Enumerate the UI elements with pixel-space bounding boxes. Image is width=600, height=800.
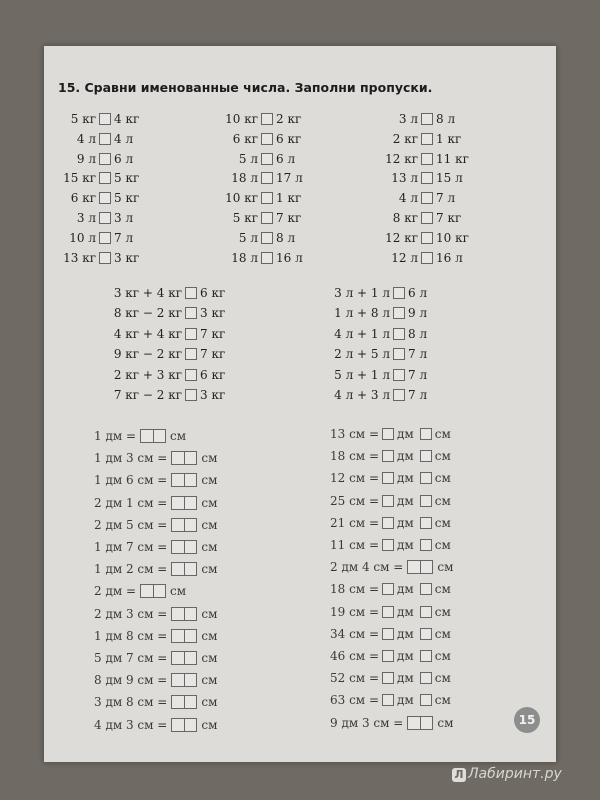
compare-right-value: 7 кг: [436, 211, 462, 225]
compare-sign-box[interactable]: [393, 287, 405, 299]
sum-expression: 4 л + 3 л: [334, 388, 390, 402]
compare-sign-box[interactable]: [99, 133, 111, 145]
sum-result: 8 л: [408, 326, 428, 341]
conversion-expression: 11 см =: [330, 538, 380, 552]
conversion-row: [330, 580, 451, 598]
conversion-row: [94, 427, 186, 445]
sum-result: 7 л: [408, 347, 428, 362]
sum-result: 9 л: [408, 306, 428, 321]
answer-box[interactable]: [420, 517, 432, 529]
unit-label: см: [201, 695, 218, 710]
compare-row: [214, 169, 303, 187]
compare-right-value: 6 кг: [276, 131, 302, 146]
compare-sign-box[interactable]: [99, 172, 111, 184]
compare-left-value: 6 кг: [70, 191, 96, 206]
compare-sign-box[interactable]: [185, 287, 197, 299]
answer-box[interactable]: [382, 472, 394, 484]
unit-label: см: [434, 493, 451, 508]
sum-expression: 2 кг + 3 кг: [113, 367, 182, 382]
conversion-row: [94, 471, 217, 489]
conversion-row: [94, 494, 217, 512]
conversion-expression: 5 дм 7 см =: [94, 651, 168, 665]
compare-left-value: 12 л: [391, 250, 418, 265]
answer-box[interactable]: [420, 539, 432, 551]
compare-sign-box[interactable]: [261, 232, 273, 244]
answer-box[interactable]: [171, 651, 197, 665]
compare-right-value: 16 л: [436, 250, 463, 265]
conversion-expression: 52 см =: [330, 671, 380, 686]
sum-expression: 1 л + 8 л: [334, 306, 390, 321]
compare-right-value: 16 л: [276, 250, 303, 265]
unit-label: дм: [397, 582, 414, 597]
unit-label: дм: [397, 626, 414, 641]
unit-label: см: [434, 626, 451, 641]
compare-row: [374, 150, 469, 168]
conversion-expression: 46 см =: [330, 649, 380, 663]
sum-row: [92, 325, 225, 343]
compare-sign-box[interactable]: [261, 133, 273, 145]
sum-row: [324, 345, 427, 363]
compare-sign-box[interactable]: [99, 252, 111, 264]
compare-row: [214, 209, 301, 227]
sum-row: [324, 304, 427, 322]
sum-row: [92, 366, 225, 384]
conversion-expression: 12 см =: [330, 471, 380, 486]
conversion-row: [94, 538, 217, 556]
compare-sign-box[interactable]: [393, 307, 405, 319]
sum-result: 6 кг: [200, 367, 226, 382]
compare-row: [214, 229, 295, 247]
conversion-expression: 1 дм 7 см =: [94, 540, 168, 554]
compare-sign-box[interactable]: [421, 172, 433, 184]
answer-box[interactable]: [420, 583, 432, 595]
unit-label: дм: [397, 449, 414, 464]
compare-sign-box[interactable]: [261, 212, 273, 224]
unit-label: дм: [397, 671, 414, 686]
compare-right-value: 1 кг: [436, 131, 462, 146]
unit-label: см: [201, 517, 218, 532]
compare-right-value: 17 л: [276, 171, 303, 186]
compare-row: [52, 249, 139, 267]
compare-row: [374, 130, 461, 148]
conversion-expression: 18 см =: [330, 449, 380, 464]
answer-box[interactable]: [420, 495, 432, 507]
compare-sign-box[interactable]: [421, 212, 433, 224]
unit-label: см: [434, 671, 451, 686]
unit-label: дм: [397, 427, 414, 441]
conversion-expression: 19 см =: [330, 604, 380, 619]
unit-label: см: [201, 606, 218, 621]
compare-left-value: 10 л: [69, 230, 96, 245]
unit-label: см: [201, 540, 218, 554]
compare-left-value: 4 л: [76, 131, 96, 146]
sum-row: [92, 304, 225, 322]
compare-right-value: 2 кг: [276, 112, 302, 126]
sum-expression: 3 кг + 4 кг: [113, 286, 182, 300]
workbook-page: [44, 46, 556, 762]
answer-box[interactable]: [171, 451, 197, 465]
compare-row: [214, 150, 295, 168]
compare-row: [374, 209, 461, 227]
answer-box[interactable]: [140, 429, 166, 443]
sum-result: 7 кг: [200, 347, 226, 362]
page-number: 15: [514, 707, 540, 733]
answer-box[interactable]: [420, 672, 432, 684]
conversion-row: [330, 714, 453, 732]
answer-box[interactable]: [382, 583, 394, 595]
conversion-expression: 18 см =: [330, 582, 380, 597]
compare-sign-box[interactable]: [99, 192, 111, 204]
sum-expression: 2 л + 5 л: [334, 347, 390, 362]
answer-box[interactable]: [420, 450, 432, 462]
unit-label: дм: [397, 515, 414, 530]
compare-left-value: 13 кг: [63, 250, 96, 265]
compare-left-value: 5 кг: [70, 112, 96, 126]
answer-box[interactable]: [382, 428, 394, 440]
compare-row: [52, 169, 139, 187]
compare-left-value: 5 кг: [232, 211, 258, 225]
compare-sign-box[interactable]: [393, 369, 405, 381]
unit-label: дм: [397, 538, 414, 552]
compare-left-value: 18 л: [231, 250, 258, 265]
conversion-expression: 63 см =: [330, 693, 380, 708]
conversion-row: [94, 649, 217, 667]
compare-row: [374, 249, 463, 267]
sum-expression: 5 л + 1 л: [334, 367, 390, 382]
answer-box[interactable]: [171, 607, 197, 621]
compare-sign-box[interactable]: [185, 348, 197, 360]
answer-box[interactable]: [382, 628, 394, 640]
compare-left-value: 4 л: [398, 191, 418, 206]
compare-sign-box[interactable]: [99, 153, 111, 165]
compare-sign-box[interactable]: [393, 328, 405, 340]
answer-box[interactable]: [171, 562, 197, 576]
conversion-expression: 1 дм 6 см =: [94, 473, 168, 488]
conversion-row: [330, 603, 451, 621]
compare-sign-box[interactable]: [261, 153, 273, 165]
unit-label: см: [434, 649, 451, 663]
compare-right-value: 3 л: [114, 211, 134, 225]
compare-row: [374, 110, 455, 128]
answer-box[interactable]: [382, 450, 394, 462]
compare-row: [374, 229, 469, 247]
compare-sign-box[interactable]: [421, 153, 433, 165]
conversion-expression: 2 дм 3 см =: [94, 606, 168, 621]
conversion-expression: 9 дм 3 см =: [330, 715, 404, 730]
compare-left-value: 9 л: [76, 151, 96, 166]
answer-box[interactable]: [420, 694, 432, 706]
answer-box[interactable]: [420, 650, 432, 662]
compare-right-value: 15 л: [436, 171, 463, 186]
answer-box[interactable]: [407, 716, 433, 730]
conversion-expression: 2 дм 1 см =: [94, 495, 168, 510]
conversion-expression: 1 дм 2 см =: [94, 562, 168, 577]
answer-box[interactable]: [382, 650, 394, 662]
unit-label: см: [434, 582, 451, 597]
compare-row: [52, 189, 139, 207]
answer-box[interactable]: [171, 718, 197, 732]
compare-right-value: 7 л: [436, 191, 456, 206]
compare-right-value: 6 л: [114, 151, 134, 166]
sum-row: [92, 386, 225, 404]
conversion-expression: 4 дм 3 см =: [94, 717, 168, 732]
conversion-row: [94, 627, 217, 645]
conversion-expression: 2 дм =: [94, 584, 137, 599]
conversion-row: [330, 492, 451, 510]
answer-box[interactable]: [171, 629, 197, 643]
conversion-expression: 2 дм 4 см =: [330, 560, 404, 575]
answer-box[interactable]: [171, 473, 197, 487]
unit-label: см: [434, 471, 451, 486]
unit-label: см: [170, 429, 187, 443]
unit-label: см: [201, 673, 218, 688]
compare-sign-box[interactable]: [99, 232, 111, 244]
conversion-row: [330, 558, 453, 576]
conversion-row: [330, 647, 451, 665]
answer-box[interactable]: [140, 584, 166, 598]
answer-box[interactable]: [382, 694, 394, 706]
conversion-row: [94, 693, 217, 711]
sum-row: [324, 386, 427, 404]
conversion-expression: 34 см =: [330, 626, 380, 641]
unit-label: дм: [397, 693, 414, 708]
watermark-text: Лабиринт.ру: [468, 766, 562, 782]
compare-row: [52, 209, 133, 227]
unit-label: см: [434, 427, 451, 441]
compare-sign-box[interactable]: [421, 133, 433, 145]
answer-box[interactable]: [171, 673, 197, 687]
compare-row: [52, 229, 133, 247]
unit-label: дм: [397, 493, 414, 508]
sum-expression: 7 кг − 2 кг: [113, 388, 182, 402]
compare-sign-box[interactable]: [99, 113, 111, 125]
sum-expression: 3 л + 1 л: [334, 286, 390, 300]
compare-right-value: 4 кг: [114, 112, 140, 126]
compare-right-value: 7 л: [114, 230, 134, 245]
compare-right-value: 7 кг: [276, 211, 302, 225]
sum-result: 7 кг: [200, 326, 226, 341]
answer-box[interactable]: [407, 560, 433, 574]
sum-result: 6 л: [408, 286, 428, 300]
sum-result: 6 кг: [200, 286, 226, 300]
conversion-expression: 3 дм 8 см =: [94, 695, 168, 710]
conversion-row: [94, 671, 217, 689]
compare-row: [214, 189, 301, 207]
compare-right-value: 5 кг: [114, 191, 140, 206]
compare-row: [52, 150, 133, 168]
watermark: [452, 766, 562, 782]
compare-left-value: 10 кг: [225, 112, 258, 126]
answer-box[interactable]: [382, 672, 394, 684]
conversion-row: [94, 516, 217, 534]
conversion-row: [94, 716, 217, 734]
compare-right-value: 8 л: [436, 112, 456, 126]
compare-sign-box[interactable]: [261, 172, 273, 184]
compare-left-value: 2 кг: [392, 131, 418, 146]
sum-row: [92, 345, 225, 363]
conversion-expression: 2 дм 5 см =: [94, 517, 168, 532]
compare-left-value: 3 л: [76, 211, 96, 225]
conversion-row: [94, 560, 217, 578]
compare-sign-box[interactable]: [393, 389, 405, 401]
conversion-row: [330, 536, 451, 554]
compare-sign-box[interactable]: [185, 369, 197, 381]
answer-box[interactable]: [420, 628, 432, 640]
conversion-expression: 1 дм =: [94, 429, 137, 443]
compare-right-value: 1 кг: [276, 191, 302, 206]
compare-left-value: 15 кг: [63, 171, 96, 186]
compare-sign-box[interactable]: [393, 348, 405, 360]
answer-box[interactable]: [382, 539, 394, 551]
compare-right-value: 6 л: [276, 151, 296, 166]
labirint-logo-icon: Л: [452, 768, 466, 782]
unit-label: см: [437, 715, 454, 730]
unit-label: см: [434, 449, 451, 464]
answer-box[interactable]: [382, 606, 394, 618]
answer-box[interactable]: [420, 428, 432, 440]
unit-label: см: [434, 538, 451, 552]
compare-right-value: 5 кг: [114, 171, 140, 186]
compare-row: [214, 249, 303, 267]
conversion-row: [330, 669, 451, 687]
sum-row: [324, 325, 427, 343]
conversion-row: [94, 582, 186, 600]
unit-label: см: [201, 495, 218, 510]
unit-label: дм: [397, 649, 414, 663]
unit-label: см: [434, 604, 451, 619]
task-title: 15. Сравни именованные числа. Заполни пропуски.: [58, 80, 433, 95]
sum-row: [324, 284, 427, 302]
compare-left-value: 12 кг: [385, 230, 418, 245]
compare-left-value: 5 л: [238, 151, 258, 166]
compare-right-value: 8 л: [276, 230, 296, 245]
sum-result: 7 л: [408, 367, 428, 382]
compare-left-value: 8 кг: [392, 211, 418, 225]
compare-row: [374, 189, 455, 207]
compare-left-value: 12 кг: [385, 151, 418, 166]
unit-label: см: [434, 515, 451, 530]
compare-sign-box[interactable]: [261, 192, 273, 204]
compare-right-value: 10 кг: [436, 230, 469, 245]
compare-right-value: 3 кг: [114, 250, 140, 265]
compare-row: [214, 130, 301, 148]
conversion-row: [330, 447, 451, 465]
conversion-row: [330, 691, 451, 709]
unit-label: см: [434, 693, 451, 708]
answer-box[interactable]: [420, 606, 432, 618]
compare-row: [214, 110, 301, 128]
compare-sign-box[interactable]: [185, 328, 197, 340]
answer-box[interactable]: [171, 540, 197, 554]
conversion-row: [94, 605, 217, 623]
conversion-expression: 13 см =: [330, 427, 380, 441]
unit-label: см: [201, 717, 218, 732]
compare-sign-box[interactable]: [185, 307, 197, 319]
conversion-expression: 8 дм 9 см =: [94, 673, 168, 688]
compare-row: [52, 130, 133, 148]
sum-result: 3 кг: [200, 306, 226, 321]
compare-left-value: 10 кг: [225, 191, 258, 206]
sum-result: 7 л: [408, 388, 428, 402]
conversion-row: [330, 514, 451, 532]
compare-sign-box[interactable]: [421, 192, 433, 204]
unit-label: дм: [397, 471, 414, 486]
compare-left-value: 18 л: [231, 171, 258, 186]
conversion-row: [330, 469, 451, 487]
conversion-row: [330, 625, 451, 643]
conversion-expression: 1 дм 8 см =: [94, 628, 168, 643]
unit-label: см: [201, 651, 218, 665]
unit-label: см: [201, 628, 218, 643]
sum-row: [92, 284, 225, 302]
compare-sign-box[interactable]: [421, 252, 433, 264]
unit-label: см: [201, 473, 218, 488]
sum-result: 3 кг: [200, 388, 226, 402]
answer-box[interactable]: [420, 472, 432, 484]
sum-expression: 9 кг − 2 кг: [113, 347, 182, 362]
conversion-row: [94, 449, 217, 467]
unit-label: см: [201, 451, 218, 466]
compare-left-value: 5 л: [238, 230, 258, 245]
unit-label: см: [437, 560, 454, 575]
unit-label: см: [170, 584, 187, 599]
compare-sign-box[interactable]: [99, 212, 111, 224]
conversion-expression: 25 см =: [330, 493, 380, 508]
conversion-row: [330, 425, 451, 443]
answer-box[interactable]: [382, 517, 394, 529]
unit-label: дм: [397, 604, 414, 619]
answer-box[interactable]: [382, 495, 394, 507]
compare-right-value: 4 л: [114, 131, 134, 146]
sum-row: [324, 366, 427, 384]
answer-box[interactable]: [171, 518, 197, 532]
compare-right-value: 11 кг: [436, 151, 469, 166]
compare-sign-box[interactable]: [185, 389, 197, 401]
compare-sign-box[interactable]: [421, 232, 433, 244]
compare-row: [52, 110, 139, 128]
compare-sign-box[interactable]: [261, 252, 273, 264]
compare-left-value: 13 л: [391, 171, 418, 186]
unit-label: см: [201, 562, 218, 577]
conversion-expression: 1 дм 3 см =: [94, 451, 168, 466]
sum-expression: 4 кг + 4 кг: [113, 326, 182, 341]
compare-sign-box[interactable]: [421, 113, 433, 125]
sum-expression: 4 л + 1 л: [334, 326, 390, 341]
compare-sign-box[interactable]: [261, 113, 273, 125]
compare-left-value: 3 л: [398, 112, 418, 126]
compare-left-value: 6 кг: [232, 131, 258, 146]
conversion-expression: 21 см =: [330, 515, 380, 530]
compare-row: [374, 169, 463, 187]
sum-expression: 8 кг − 2 кг: [113, 306, 182, 321]
answer-box[interactable]: [171, 496, 197, 510]
answer-box[interactable]: [171, 695, 197, 709]
